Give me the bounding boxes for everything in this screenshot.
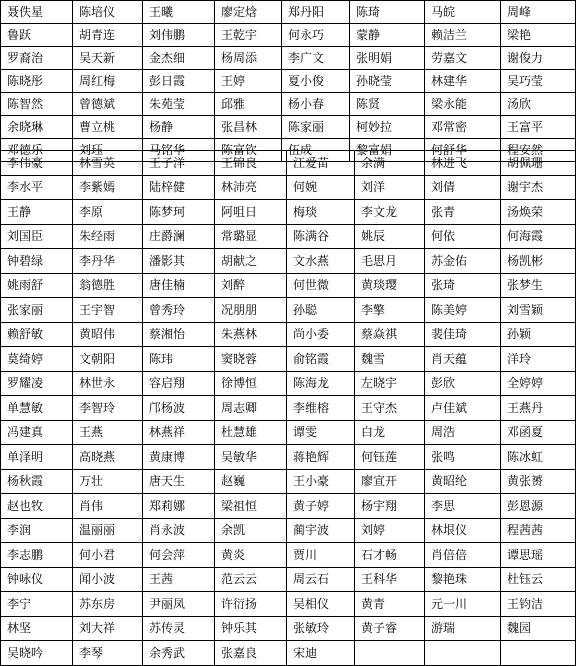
name-cell: 何永巧 bbox=[282, 24, 350, 47]
name-cell: 杨秋霞 bbox=[1, 469, 73, 494]
name-cell: 钟咏仪 bbox=[1, 567, 73, 592]
name-cell: 林沛亮 bbox=[215, 175, 287, 200]
name-cell: 冯建真 bbox=[1, 420, 73, 445]
name-cell: 李广文 bbox=[282, 47, 350, 70]
name-cell: 容启翔 bbox=[143, 371, 215, 396]
name-cell: 庄爵澜 bbox=[143, 224, 215, 249]
name-cell: 刘大祥 bbox=[73, 616, 143, 641]
name-cell: 张嘉良 bbox=[215, 641, 287, 666]
name-cell: 黄子睿 bbox=[355, 616, 425, 641]
name-cell: 何会萍 bbox=[143, 543, 215, 568]
name-cell: 李文龙 bbox=[355, 200, 425, 225]
name-cell: 林建华 bbox=[425, 70, 501, 93]
name-cell: 梁永能 bbox=[425, 93, 501, 116]
name-cell: 王小豪 bbox=[287, 469, 355, 494]
name-cell: 卢佳斌 bbox=[425, 396, 501, 421]
table-row bbox=[1, 70, 576, 93]
name-cell: 白龙 bbox=[355, 420, 425, 445]
name-cell: 杨凯彬 bbox=[501, 249, 576, 274]
table-row bbox=[1, 116, 576, 139]
name-cell: 伍成 bbox=[282, 139, 350, 162]
name-cell: 单泽明 bbox=[1, 445, 73, 470]
name-cell: 鲁跃 bbox=[1, 24, 73, 47]
name-cell: 陈美婷 bbox=[425, 298, 501, 323]
name-cell: 余凯 bbox=[215, 518, 287, 543]
name-cell: 谭雯 bbox=[287, 420, 355, 445]
table-row bbox=[1, 641, 576, 666]
name-cell: 朱经雨 bbox=[73, 224, 143, 249]
name-cell: 孙颖 bbox=[501, 322, 576, 347]
name-cell: 余晓琳 bbox=[1, 116, 73, 139]
name-cell: 陈琦 bbox=[350, 1, 425, 24]
name-cell: 张梦生 bbox=[501, 273, 576, 298]
name-cell: 刘珏 bbox=[73, 139, 143, 162]
name-cell: 廖定焓 bbox=[215, 1, 282, 24]
name-cell: 尚小委 bbox=[287, 322, 355, 347]
name-cell: 翁德胜 bbox=[73, 273, 143, 298]
table-row bbox=[1, 543, 576, 568]
name-cell: 元一川 bbox=[425, 592, 501, 617]
name-cell: 郑莉娜 bbox=[143, 494, 215, 519]
name-cell: 张敏玲 bbox=[287, 616, 355, 641]
name-cell: 张鸣 bbox=[425, 445, 501, 470]
name-cell: 林雪英 bbox=[73, 151, 143, 176]
name-cell: 彭恩源 bbox=[501, 494, 576, 519]
top-name-table bbox=[0, 0, 576, 162]
name-cell: 李紫嫣 bbox=[73, 175, 143, 200]
name-cell: 裴佳琦 bbox=[425, 322, 501, 347]
name-cell: 何钰莲 bbox=[355, 445, 425, 470]
name-cell: 全婷婷 bbox=[501, 371, 576, 396]
name-cell: 王守杰 bbox=[355, 396, 425, 421]
name-cell: 李维榕 bbox=[287, 396, 355, 421]
name-cell: 王静 bbox=[1, 200, 73, 225]
name-cell: 朱燕林 bbox=[215, 322, 287, 347]
name-cell: 文朝阳 bbox=[73, 347, 143, 372]
name-cell: 张琦 bbox=[425, 273, 501, 298]
name-cell: 宋迪 bbox=[287, 641, 355, 666]
name-cell: 杨宇翔 bbox=[355, 494, 425, 519]
name-cell: 姚辰 bbox=[355, 224, 425, 249]
name-cell: 周志卿 bbox=[215, 396, 287, 421]
table-row bbox=[1, 249, 576, 274]
table-row bbox=[1, 151, 576, 176]
name-cell: 余秀武 bbox=[143, 641, 215, 666]
name-cell: 常璐显 bbox=[215, 224, 287, 249]
name-cell: 闻小波 bbox=[73, 567, 143, 592]
name-cell: 范云云 bbox=[215, 567, 287, 592]
name-cell: 肖伟 bbox=[73, 494, 143, 519]
name-cell: 李琴 bbox=[73, 641, 143, 666]
name-cell: 赖洁兰 bbox=[425, 24, 501, 47]
name-cell: 李伟豪 bbox=[1, 151, 73, 176]
table-row bbox=[1, 175, 576, 200]
name-cell: 林坚 bbox=[1, 616, 73, 641]
name-cell: 黄张赟 bbox=[501, 469, 576, 494]
name-cell: 魏园 bbox=[501, 616, 576, 641]
name-cell: 陆梓健 bbox=[143, 175, 215, 200]
name-cell: 汤欣 bbox=[501, 93, 576, 116]
name-cell: 夏小俊 bbox=[282, 70, 350, 93]
name-cell: 何世微 bbox=[287, 273, 355, 298]
table-row bbox=[1, 273, 576, 298]
name-cell: 杨小春 bbox=[282, 93, 350, 116]
name-cell: 吴天新 bbox=[73, 47, 143, 70]
name-cell: 刘洋 bbox=[355, 175, 425, 200]
table-row bbox=[1, 200, 576, 225]
name-cell: 蔡湘怡 bbox=[143, 322, 215, 347]
table-row bbox=[1, 592, 576, 617]
name-cell: 张昌林 bbox=[215, 116, 282, 139]
name-cell: 李擎 bbox=[355, 298, 425, 323]
name-cell: 杜慧雄 bbox=[215, 420, 287, 445]
name-cell: 王曦 bbox=[143, 1, 215, 24]
name-cell: 曹立桃 bbox=[73, 116, 143, 139]
name-cell: 周峰 bbox=[501, 1, 576, 24]
name-cell: 王钧洁 bbox=[501, 592, 576, 617]
name-cell: 陈培仪 bbox=[73, 1, 143, 24]
name-cell: 赵也牧 bbox=[1, 494, 73, 519]
name-cell: 赵巍 bbox=[215, 469, 287, 494]
name-cell: 陈满谷 bbox=[287, 224, 355, 249]
name-cell: 刘国臣 bbox=[1, 224, 73, 249]
name-cell: 唐佳楠 bbox=[143, 273, 215, 298]
name-cell: 王科华 bbox=[355, 567, 425, 592]
name-cell: 蔺宇波 bbox=[287, 518, 355, 543]
name-cell: 廖宣开 bbox=[355, 469, 425, 494]
name-cell: 胡献之 bbox=[215, 249, 287, 274]
table-row bbox=[1, 1, 576, 24]
name-cell: 陈晓彤 bbox=[1, 70, 73, 93]
name-cell: 苏传灵 bbox=[143, 616, 215, 641]
name-cell: 彭日霞 bbox=[143, 70, 215, 93]
name-cell: 王茜 bbox=[143, 567, 215, 592]
name-cell: 肖天蕴 bbox=[425, 347, 501, 372]
name-cell: 孙晓莹 bbox=[350, 70, 425, 93]
name-cell: 梅琰 bbox=[287, 200, 355, 225]
name-cell: 张明娟 bbox=[350, 47, 425, 70]
table-row bbox=[1, 24, 576, 47]
name-cell: 李智玲 bbox=[73, 396, 143, 421]
name-cell: 周红梅 bbox=[73, 70, 143, 93]
name-cell bbox=[425, 641, 501, 666]
name-cell: 黄青 bbox=[355, 592, 425, 617]
name-cell: 劳嘉文 bbox=[425, 47, 501, 70]
name-cell: 黄子婷 bbox=[287, 494, 355, 519]
name-cell: 李宁 bbox=[1, 592, 73, 617]
name-cell: 孙聪 bbox=[287, 298, 355, 323]
name-cell: 张青 bbox=[425, 200, 501, 225]
name-cell: 刘伟鹏 bbox=[143, 24, 215, 47]
name-cell: 陈家丽 bbox=[282, 116, 350, 139]
name-cell: 张家丽 bbox=[1, 298, 73, 323]
name-cell: 尹丽凤 bbox=[143, 592, 215, 617]
table-row bbox=[1, 420, 576, 445]
table-row bbox=[1, 93, 576, 116]
name-cell: 黎艳珠 bbox=[425, 567, 501, 592]
name-cell: 邓德乐 bbox=[1, 139, 73, 162]
name-cell bbox=[355, 641, 425, 666]
name-cell: 李思 bbox=[425, 494, 501, 519]
name-cell: 胡青连 bbox=[73, 24, 143, 47]
table-row bbox=[1, 347, 576, 372]
name-cell: 陈梦珂 bbox=[143, 200, 215, 225]
name-cell: 马皖 bbox=[425, 1, 501, 24]
name-cell: 吴相仪 bbox=[287, 592, 355, 617]
name-cell: 高晓燕 bbox=[73, 445, 143, 470]
name-cell: 杨周添 bbox=[215, 47, 282, 70]
name-cell: 王锦良 bbox=[215, 151, 287, 176]
name-cell: 王子洋 bbox=[143, 151, 215, 176]
name-cell: 钟碧绿 bbox=[1, 249, 73, 274]
name-cell: 陈玮 bbox=[143, 347, 215, 372]
name-cell: 姚雨舒 bbox=[1, 273, 73, 298]
table-row bbox=[1, 396, 576, 421]
name-cell: 程安然 bbox=[501, 139, 576, 162]
name-cell: 钟乐其 bbox=[215, 616, 287, 641]
name-cell: 陈海龙 bbox=[287, 371, 355, 396]
name-cell: 林进飞 bbox=[425, 151, 501, 176]
name-cell: 蒋艳辉 bbox=[287, 445, 355, 470]
table-row bbox=[1, 469, 576, 494]
bottom-name-table bbox=[0, 150, 576, 666]
name-cell: 陈富钦 bbox=[215, 139, 282, 162]
name-cell: 黄琰璎 bbox=[355, 273, 425, 298]
name-cell: 邓常密 bbox=[425, 116, 501, 139]
name-cell: 毛思月 bbox=[355, 249, 425, 274]
name-cell: 陈冰虹 bbox=[501, 445, 576, 470]
name-cell: 许衍扬 bbox=[215, 592, 287, 617]
name-cell: 蔡焱祺 bbox=[355, 322, 425, 347]
name-cell: 何舒华 bbox=[425, 139, 501, 162]
name-cell: 谭思瑶 bbox=[501, 543, 576, 568]
name-cell bbox=[501, 641, 576, 666]
table-row bbox=[1, 298, 576, 323]
table-row bbox=[1, 616, 576, 641]
name-cell: 林世永 bbox=[73, 371, 143, 396]
name-cell: 罗耀凌 bbox=[1, 371, 73, 396]
name-cell: 莫绮婷 bbox=[1, 347, 73, 372]
name-cell: 林垠仪 bbox=[425, 518, 501, 543]
table-row bbox=[1, 47, 576, 70]
name-cell: 肖倍倍 bbox=[425, 543, 501, 568]
name-cell: 何小君 bbox=[73, 543, 143, 568]
name-cell: 潘影其 bbox=[143, 249, 215, 274]
name-cell: 苏金佑 bbox=[425, 249, 501, 274]
name-cell: 谢俊力 bbox=[501, 47, 576, 70]
name-cell: 杨静 bbox=[143, 116, 215, 139]
name-cell: 刘倩 bbox=[425, 175, 501, 200]
name-cell: 洋玲 bbox=[501, 347, 576, 372]
name-cell: 何海霞 bbox=[501, 224, 576, 249]
name-cell: 谢宇杰 bbox=[501, 175, 576, 200]
name-cell: 刘婷 bbox=[355, 518, 425, 543]
table-row bbox=[1, 371, 576, 396]
name-cell: 金杰细 bbox=[143, 47, 215, 70]
name-cell: 余满 bbox=[355, 151, 425, 176]
name-cell: 罗裔治 bbox=[1, 47, 73, 70]
name-cell: 程茜茜 bbox=[501, 518, 576, 543]
name-cell: 陈贤 bbox=[350, 93, 425, 116]
name-cell: 李润 bbox=[1, 518, 73, 543]
name-cell: 赖舒敏 bbox=[1, 322, 73, 347]
name-cell: 周云石 bbox=[287, 567, 355, 592]
table-row bbox=[1, 567, 576, 592]
name-cell: 邝杨波 bbox=[143, 396, 215, 421]
name-cell: 况朋朋 bbox=[215, 298, 287, 323]
name-cell: 王乾宇 bbox=[215, 24, 282, 47]
name-cell: 吴巧莹 bbox=[501, 70, 576, 93]
name-cell: 何婉 bbox=[287, 175, 355, 200]
name-cell: 胡佩珊 bbox=[501, 151, 576, 176]
name-cell: 曾秀玲 bbox=[143, 298, 215, 323]
name-cell: 刘雪颖 bbox=[501, 298, 576, 323]
name-cell: 文水燕 bbox=[287, 249, 355, 274]
name-cell: 李水平 bbox=[1, 175, 73, 200]
name-cell: 柯妙拉 bbox=[350, 116, 425, 139]
name-cell: 彭欣 bbox=[425, 371, 501, 396]
name-cell: 魏雪 bbox=[355, 347, 425, 372]
table-row bbox=[1, 224, 576, 249]
name-cell: 吴敏华 bbox=[215, 445, 287, 470]
name-cell: 苏东房 bbox=[73, 592, 143, 617]
name-cell: 黄康博 bbox=[143, 445, 215, 470]
name-cell: 黄昭伟 bbox=[73, 322, 143, 347]
name-cell: 石才畅 bbox=[355, 543, 425, 568]
table-row bbox=[1, 494, 576, 519]
name-cell: 李志鹏 bbox=[1, 543, 73, 568]
table-row bbox=[1, 518, 576, 543]
name-cell: 窦晓蓉 bbox=[215, 347, 287, 372]
name-cell: 左晓宇 bbox=[355, 371, 425, 396]
name-cell: 黄昭纶 bbox=[425, 469, 501, 494]
name-cell: 温丽丽 bbox=[73, 518, 143, 543]
name-cell: 刘醉 bbox=[215, 273, 287, 298]
name-cell: 聂佚星 bbox=[1, 1, 73, 24]
name-cell: 吴晓吟 bbox=[1, 641, 73, 666]
name-cell: 周浩 bbox=[425, 420, 501, 445]
name-cell: 郑丹阳 bbox=[282, 1, 350, 24]
name-cell: 朱苑莹 bbox=[143, 93, 215, 116]
name-cell: 游瑞 bbox=[425, 616, 501, 641]
name-cell: 王婷 bbox=[215, 70, 282, 93]
name-cell: 何依 bbox=[425, 224, 501, 249]
name-cell: 俞铭霞 bbox=[287, 347, 355, 372]
name-cell: 李丹华 bbox=[73, 249, 143, 274]
name-cell: 阿咀日 bbox=[215, 200, 287, 225]
name-cell: 杜钰云 bbox=[501, 567, 576, 592]
name-cell: 梁艳 bbox=[501, 24, 576, 47]
name-cell: 江爱苗 bbox=[287, 151, 355, 176]
name-cell: 马铭华 bbox=[143, 139, 215, 162]
table-row bbox=[1, 322, 576, 347]
name-cell: 李原 bbox=[73, 200, 143, 225]
name-cell: 王富平 bbox=[501, 116, 576, 139]
name-cell: 曾德斌 bbox=[73, 93, 143, 116]
name-cell: 陈智然 bbox=[1, 93, 73, 116]
name-cell: 王燕丹 bbox=[501, 396, 576, 421]
name-cell: 林燕祥 bbox=[143, 420, 215, 445]
name-cell: 唐天生 bbox=[143, 469, 215, 494]
name-cell: 单慧敏 bbox=[1, 396, 73, 421]
name-cell: 徐博恒 bbox=[215, 371, 287, 396]
name-cell: 黄炎 bbox=[215, 543, 287, 568]
name-cell: 肖永波 bbox=[143, 518, 215, 543]
name-cell: 邓函夏 bbox=[501, 420, 576, 445]
name-cell: 梁祖恒 bbox=[215, 494, 287, 519]
name-cell: 王宇智 bbox=[73, 298, 143, 323]
name-cell: 邱雅 bbox=[215, 93, 282, 116]
table-row bbox=[1, 445, 576, 470]
name-cell: 汤焕荣 bbox=[501, 200, 576, 225]
name-cell: 万壮 bbox=[73, 469, 143, 494]
name-cell: 蒙静 bbox=[350, 24, 425, 47]
name-cell: 贾川 bbox=[287, 543, 355, 568]
name-cell: 王燕 bbox=[73, 420, 143, 445]
name-cell: 黎富娟 bbox=[350, 139, 425, 162]
